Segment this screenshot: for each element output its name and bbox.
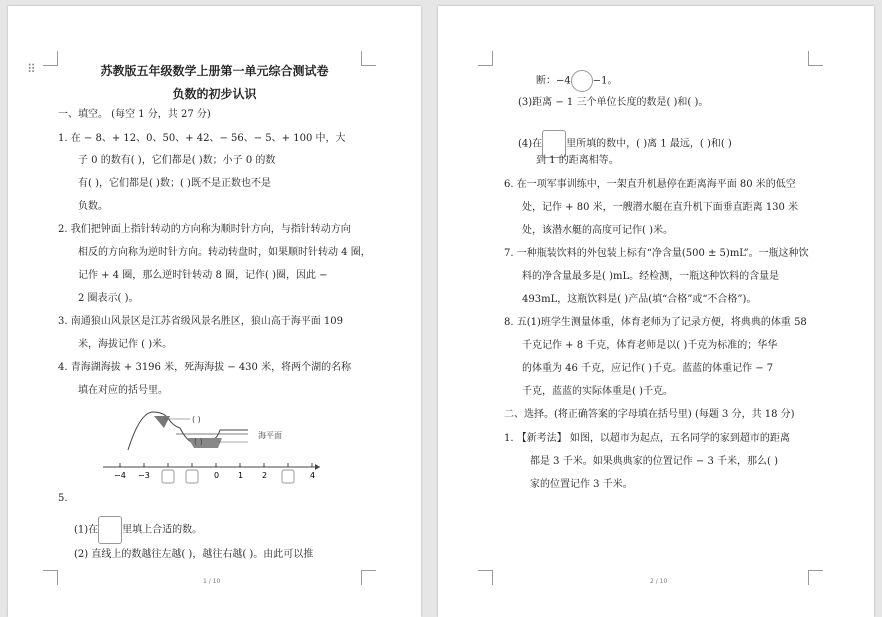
page-number: 2 / 10 <box>650 578 668 585</box>
question-line: 料的净含量最多是( )mL。经检测，一瓶这种饮料的含量是 <box>522 271 780 282</box>
inline-text: −1。 <box>592 75 618 87</box>
question-line: 米，海拔记作 ( )米。 <box>78 339 173 350</box>
question-line: 的体重为 46 千克，应记作( )千克。蓝蓝的体重记作 − 7 <box>522 363 774 374</box>
number-line-arrow <box>315 464 320 470</box>
crop-mark <box>808 570 823 585</box>
question-line: 3. 南通狼山风景区是江苏省级风景名胜区，狼山高于海平面 109 <box>58 316 343 327</box>
document-page-1 <box>8 6 421 617</box>
question-line: 千克，蓝蓝的实际体重是( )千克。 <box>522 386 673 397</box>
question-line: 子 0 的数有( )，它们都是( )数；小子 0 的数 <box>78 155 276 166</box>
question-line: 负数。 <box>78 201 108 212</box>
answer-box[interactable] <box>186 470 198 483</box>
question-line: 填在对应的括号里。 <box>78 385 168 396</box>
crop-mark <box>43 570 58 585</box>
question-line: 7. 一种瓶装饮料的外包装上标有“净含量(500 ± 5)mL”。一瓶这种饮 <box>504 248 809 259</box>
question-line: 493mL，这瓶饮料是( )产品(填“合格”或“不合格”)。 <box>522 294 757 305</box>
inline-text: 里所填的数中，( )离 1 最远，( )和( ) <box>566 138 732 150</box>
section-heading: 一、填空。 (每空 1 分，共 27 分) <box>58 109 211 120</box>
question-line: 2. 我们把钟面上指针转动的方向称为顺时针方向，与指针转动方向 <box>58 224 351 235</box>
question-line: 1. 【新考法】 如图，以超市为起点，五名同学的家到超市的距离 <box>504 433 790 444</box>
question-line <box>74 516 202 544</box>
section-heading: 二、选择。(将正确答案的字母填在括号里) (每题 3 分，共 18 分) <box>504 409 795 420</box>
page-title: 苏教版五年级数学上册第一单元综合测试卷 <box>100 64 329 78</box>
inline-text: (1)在 <box>74 524 99 536</box>
question-line: 有( )，它们都是( )数；( )既不是正数也不是 <box>78 178 271 189</box>
tick-label: −4 <box>114 471 126 480</box>
question-line: 1. 在 − 8、+ 12、0、50、+ 42、− 56、− 5、+ 100 中，大 <box>58 133 346 144</box>
question-line: 6. 在一项军事训练中，一架直升机悬停在距离海平面 80 米的低空 <box>504 179 796 190</box>
question-line: (3)距离 − 1 三个单位长度的数是( )和( )。 <box>518 97 709 108</box>
lake-number-line-figure <box>98 404 328 484</box>
question-line: 家的位置记作 3 千米。 <box>530 479 633 490</box>
question-line: 到 1 的距离相等。 <box>536 155 619 166</box>
crop-mark <box>478 51 493 66</box>
answer-box[interactable] <box>282 470 294 483</box>
document-page-2 <box>438 6 874 617</box>
question-line: 相反的方向称为逆时针方向。转动转盘时，如果顺时针转动 4 圈， <box>78 247 371 258</box>
square-box-icon <box>98 516 122 544</box>
page-subtitle: 负数的初步认识 <box>172 87 257 101</box>
crop-mark <box>478 570 493 585</box>
inline-text: 里填上合适的数。 <box>122 524 203 536</box>
question-line: 都是 3 千米。如果典典家的位置记作 − 3 千米，那么( ) <box>530 456 778 467</box>
question-line <box>536 70 618 92</box>
upper-lake <box>154 416 170 428</box>
question-line: 4. 青海湖海拔 + 3196 米，死海海拔 − 430 米，将两个湖的名称 <box>58 362 352 373</box>
question-line: 千克记作 + 8 千克，体育老师是以( )千克为标准的；华华 <box>522 340 778 351</box>
tick-label: −3 <box>138 471 150 480</box>
answer-box[interactable] <box>162 470 174 483</box>
circle-blank-icon <box>571 70 593 92</box>
terrain-profile <box>128 412 248 450</box>
tick-label: 2 <box>262 471 268 480</box>
lower-lake-answer: ( ) <box>194 437 203 446</box>
inline-text: 断：−4 <box>536 75 571 87</box>
question-line: 2 圈表示( )。 <box>78 293 139 304</box>
upper-lake-answer: ( ) <box>192 415 201 424</box>
tick-label: 4 <box>310 471 316 480</box>
question-line: 记作 + 4 圈，那么逆时针转动 8 圈，记作( )圈，因此 − <box>78 270 328 281</box>
tick-label: 1 <box>238 471 244 480</box>
question-number: 5. <box>58 493 68 504</box>
inline-text: (4)在 <box>518 138 543 150</box>
sea-level-label: 海平面 <box>258 431 282 440</box>
drag-handle-icon[interactable]: ⠿ <box>27 62 37 76</box>
page-number: 1 / 10 <box>203 578 221 585</box>
question-line: 处，记作 + 80 米，一艘潜水艇在直升机下面垂直距离 130 米 <box>522 202 799 213</box>
question-line: 处，该潜水艇的高度可记作( )米。 <box>522 225 673 236</box>
question-line: (2) 直线上的数越往左越( )，越往右越( )。由此可以推 <box>74 549 314 560</box>
crop-mark <box>361 570 376 585</box>
question-line: 8. 五(1)班学生测量体重，体育老师为了记录方便，将典典的体重 58 <box>504 317 807 328</box>
tick-label: 0 <box>214 471 220 480</box>
crop-mark <box>808 51 823 66</box>
